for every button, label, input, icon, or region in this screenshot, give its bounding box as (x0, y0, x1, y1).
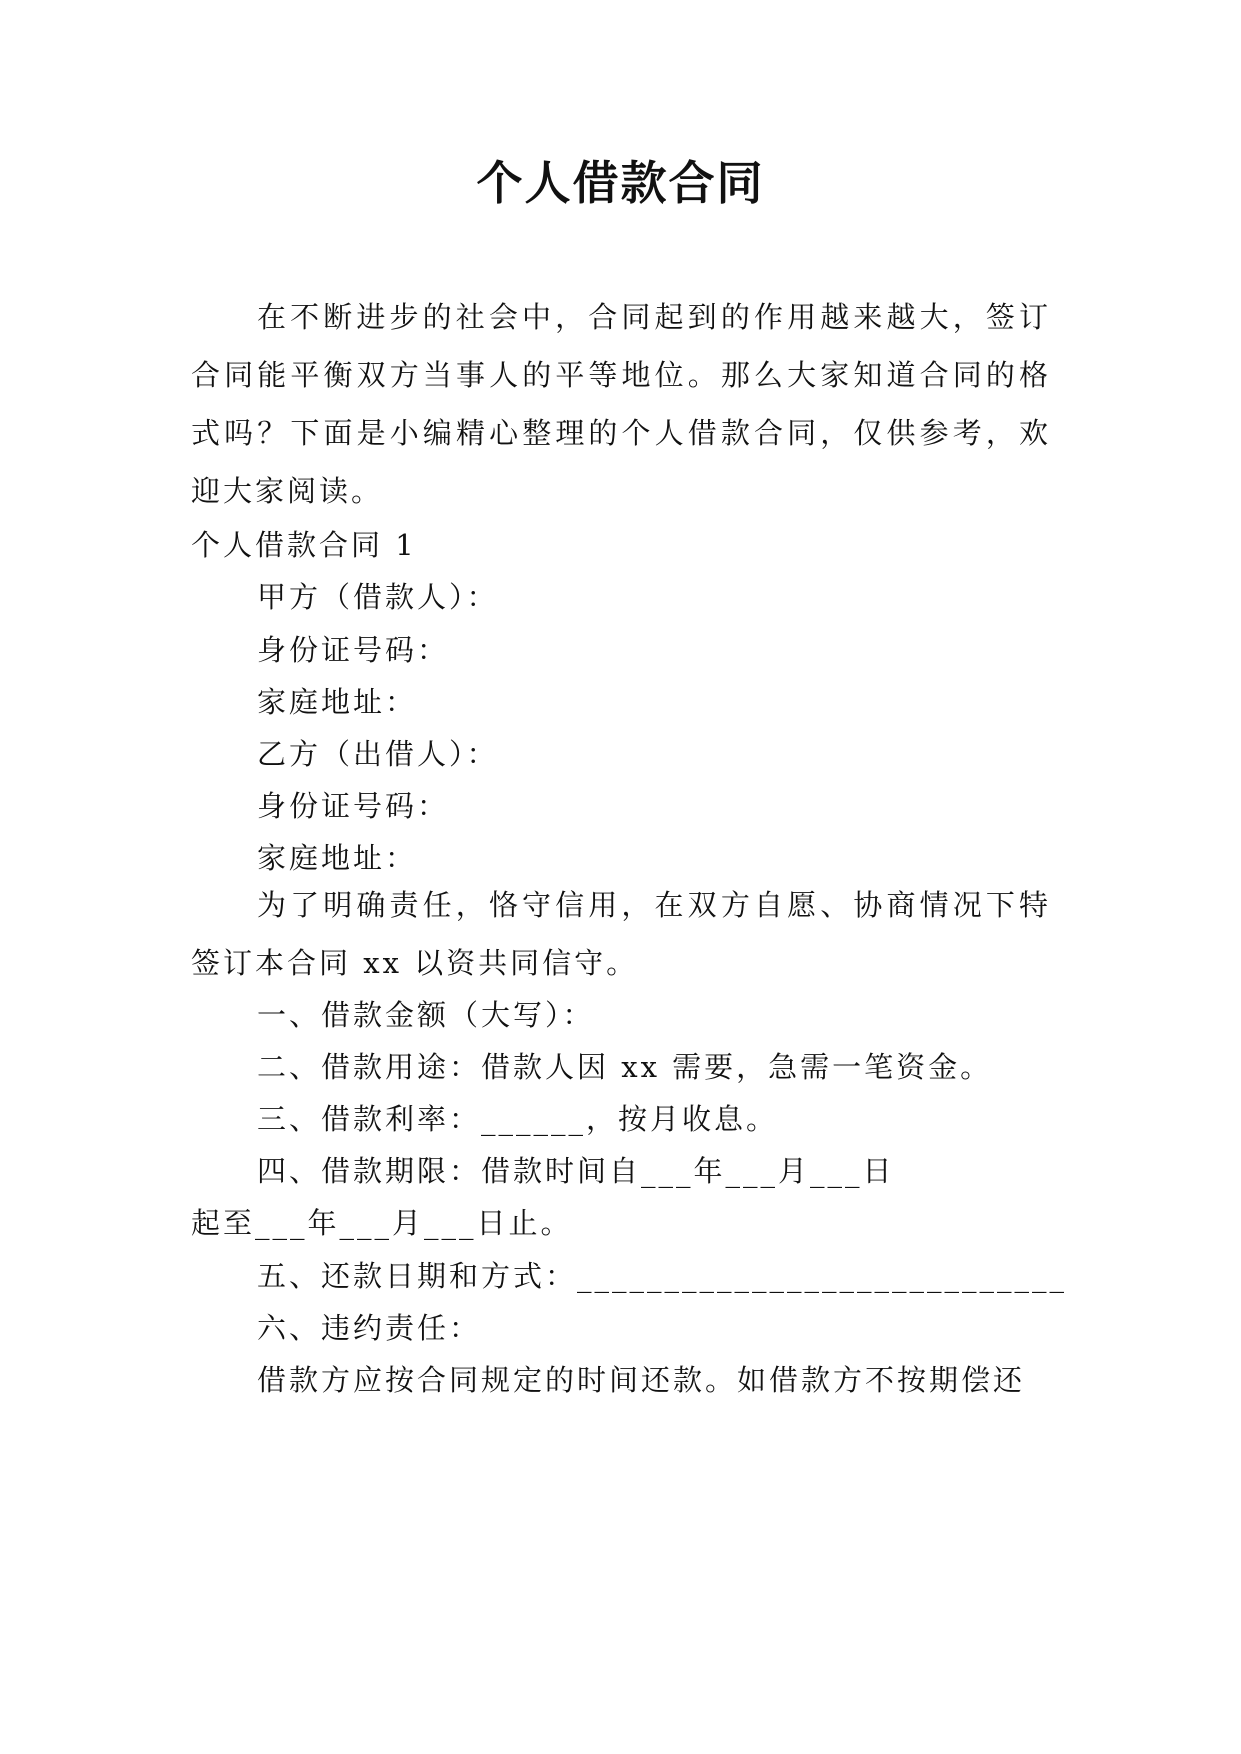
party-b-address: 家庭地址： (257, 841, 418, 875)
party-a-label: 甲方（借款人）： (257, 580, 499, 614)
party-a-address: 家庭地址： (257, 685, 418, 719)
clause-loan-amount: 一、借款金额（大写）： (257, 998, 595, 1032)
purpose-paragraph: 为了明确责任，恪守信用，在双方自愿、协商情况下特签订本合同 xx 以资共同信守。 (191, 888, 1051, 980)
intro-paragraph: 在不断进步的社会中，合同起到的作用越来越大，签订合同能平衡双方当事人的平等地位。那么大家知道合同的格式吗？下面是小编精心整理的个人借款合同，仅供参考，欢迎大家阅读。 (191, 300, 1051, 508)
party-b-id-number: 身份证号码： (257, 789, 450, 823)
clause-interest-rate: 三、借款利率：______，按月收息。 (257, 1102, 779, 1136)
clause-loan-purpose: 二、借款用途：借款人因 xx 需要，急需一笔资金。 (257, 1050, 993, 1084)
section-heading: 个人借款合同 1 (191, 528, 417, 562)
clause-breach-heading: 六、违约责任： (257, 1311, 482, 1345)
clause-loan-term-line2: 起至___年___月___日止。 (191, 1206, 573, 1240)
party-b-label: 乙方（出借人）： (257, 737, 499, 771)
clause-loan-term-line1: 四、借款期限：借款时间自___年___月___日 (257, 1154, 895, 1188)
clause-breach-body: 借款方应按合同规定的时间还款。如借款方不按期偿还 (257, 1363, 1026, 1397)
party-a-id-number: 身份证号码： (257, 633, 450, 667)
clause-repayment: 五、还款日期和方式：____________________________ (257, 1259, 1068, 1293)
document-title: 个人借款合同 (476, 156, 765, 210)
